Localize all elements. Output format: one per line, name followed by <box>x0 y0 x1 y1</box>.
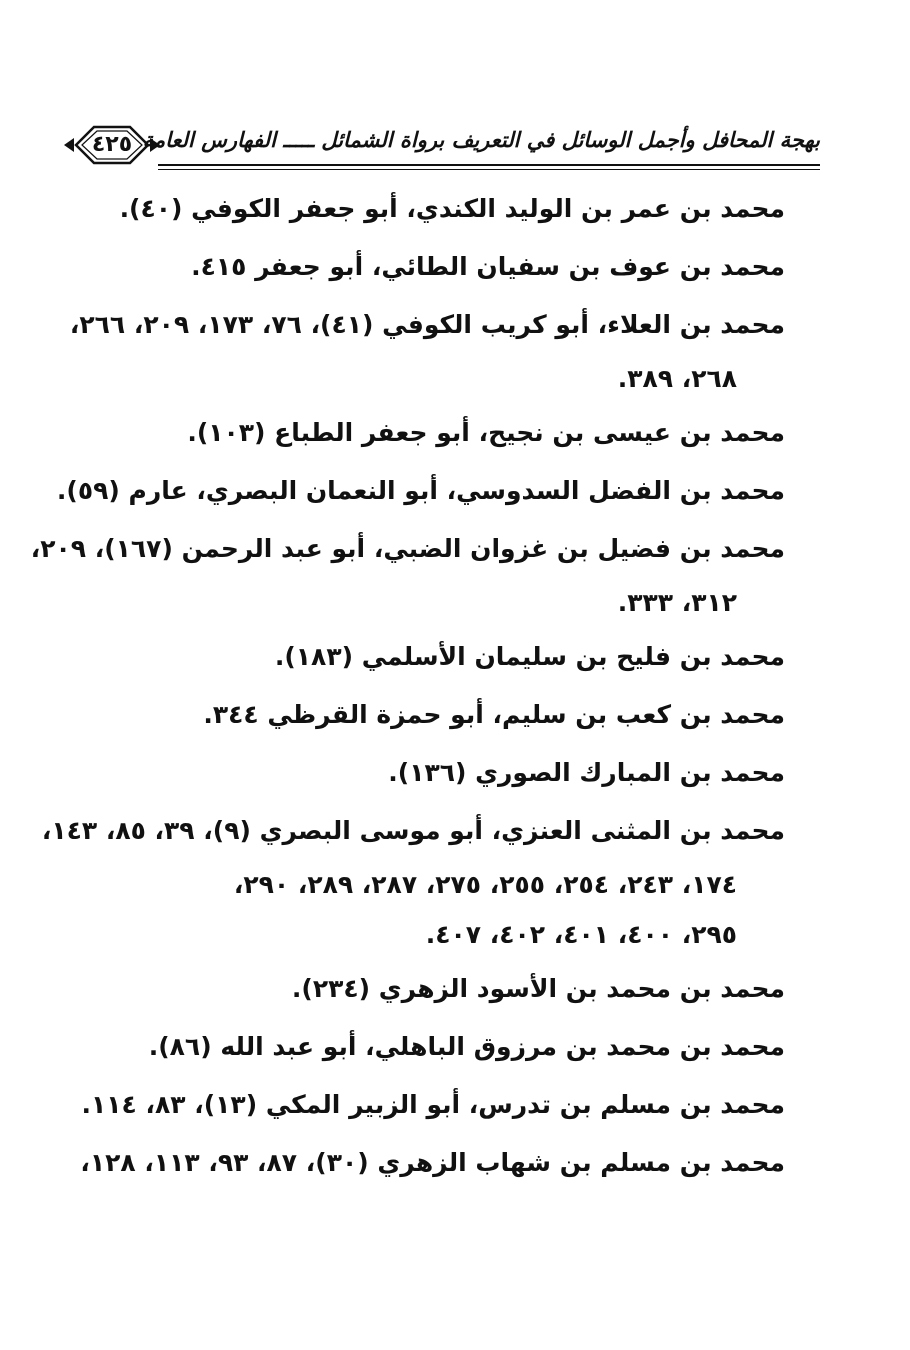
entry-continuation-line: ١٧٤، ٢٤٣، ٢٥٤، ٢٥٥، ٢٧٥، ٢٨٧، ٢٨٩، ٢٩٠، <box>233 870 737 899</box>
index-entry <box>81 1076 785 1134</box>
index-entry <box>80 1134 785 1192</box>
entry-line: محمد بن فضيل بن غزوان الضبي، أبو عبد الرحمن (١٦٧)، ٢٠٩، <box>30 534 785 563</box>
entry-line: محمد بن العلاء، أبو كريب الكوفي (٤١)، ٧٦، ١٧٣، ٢٠٩، ٢٦٦، <box>69 310 785 339</box>
index-entry <box>95 960 785 1018</box>
entry-line: محمد بن محمد بن مرزوق الباهلي، أبو عبد الله (٨٦). <box>148 1032 785 1061</box>
running-title: بهجة المحافل وأجمل الوسائل في التعريف برواة الشمائل ـــــ الفهارس العامة <box>142 128 820 152</box>
index-entry <box>30 520 785 628</box>
page-header <box>60 118 820 178</box>
index-entry <box>95 686 785 744</box>
entry-line: محمد بن محمد بن الأسود الزهري (٢٣٤). <box>291 974 785 1003</box>
entry-line: محمد بن المبارك الصوري (١٣٦). <box>388 758 785 787</box>
header-rule-thin <box>158 169 820 170</box>
entry-continuation-line: ٢٦٨، ٣٨٩. <box>617 364 737 393</box>
entry-line: محمد بن كعب بن سليم، أبو حمزة القرظي ٣٤٤. <box>203 700 785 729</box>
index-entry <box>69 296 785 404</box>
index-entry <box>95 404 785 462</box>
entry-line: محمد بن عمر بن الوليد الكندي، أبو جعفر الكوفي (٤٠). <box>119 194 785 223</box>
index-entry <box>95 238 785 296</box>
index-entry <box>95 180 785 238</box>
entry-continuation-line: ٢٩٥، ٤٠٠، ٤٠١، ٤٠٢، ٤٠٧. <box>425 920 737 949</box>
entry-line: محمد بن المثنى العنزي، أبو موسى البصري (٩)، ٣٩، ٨٥، ١٤٣، <box>41 816 785 845</box>
entry-line: محمد بن عيسى بن نجيح، أبو جعفر الطباع (١٠٣). <box>187 418 785 447</box>
entry-line: محمد بن الفضل السدوسي، أبو النعمان البصري، عارم (٥٩). <box>56 476 785 505</box>
entry-line: محمد بن مسلم بن شهاب الزهري (٣٠)، ٨٧، ٩٣، ١١٣، ١٢٨، <box>80 1148 785 1177</box>
index-entries <box>30 180 785 1192</box>
index-entry <box>56 462 785 520</box>
index-entry <box>41 802 785 960</box>
index-entry <box>95 628 785 686</box>
index-entry <box>95 744 785 802</box>
entry-continuation-line: ٣١٢، ٣٣٣. <box>617 588 737 617</box>
entry-line: محمد بن عوف بن سفيان الطائي، أبو جعفر ٤١٥. <box>191 252 785 281</box>
page-number: ٤٢٥ <box>91 132 133 157</box>
index-entry <box>95 1018 785 1076</box>
entry-line: محمد بن فليح بن سليمان الأسلمي (١٨٣). <box>274 642 785 671</box>
entry-line: محمد بن مسلم بن تدرس، أبو الزبير المكي (١٣)، ٨٣، ١١٤. <box>81 1090 785 1119</box>
header-rule <box>158 164 820 166</box>
